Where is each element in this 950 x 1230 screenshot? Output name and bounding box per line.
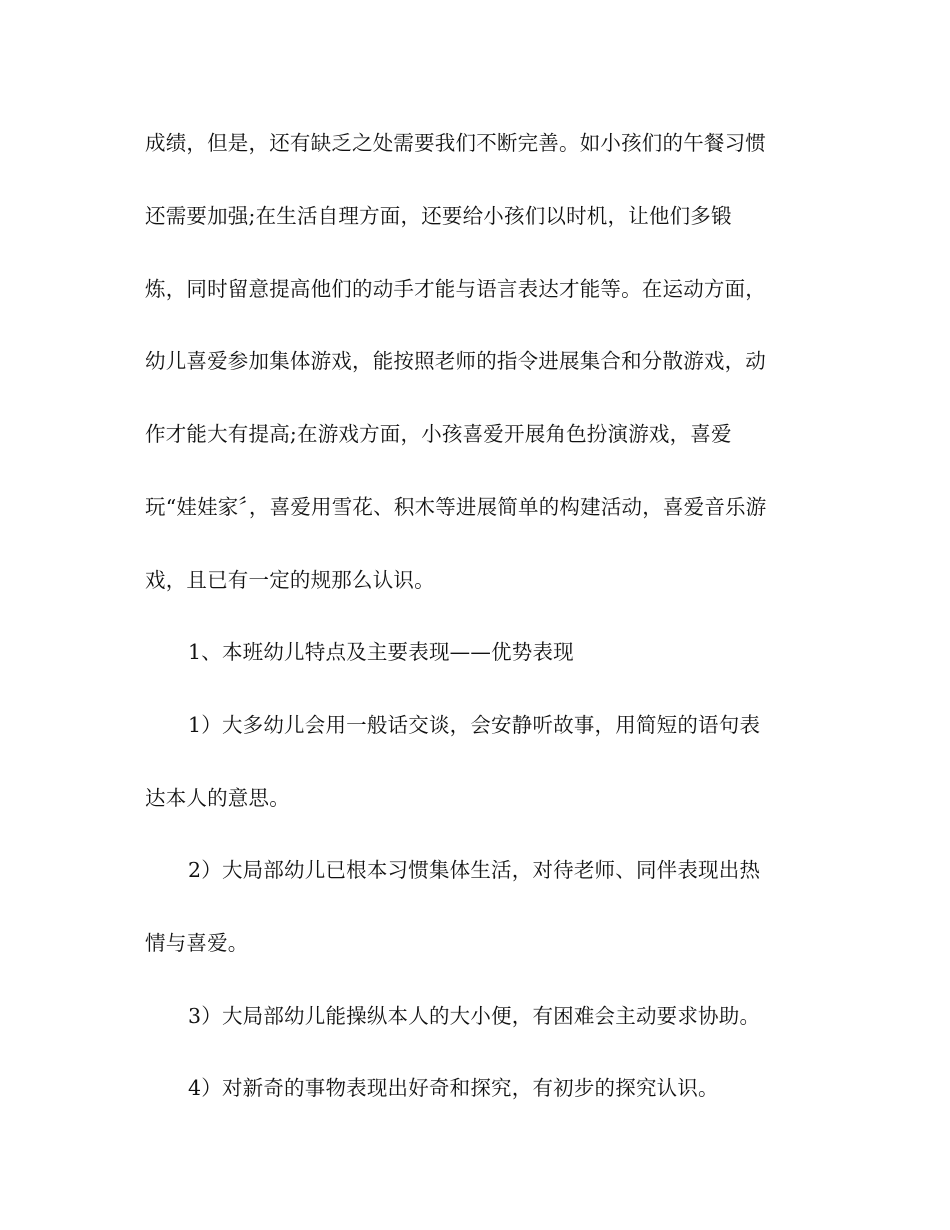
list-item: 4）对新奇的事物表现出好奇和探究，有初步的探究认识。 xyxy=(188,1076,719,1100)
list-item: 3）大局部幼儿能操纵本人的大小便，有困难会主动要求协助。 xyxy=(188,1004,761,1028)
list-item-continuation: 达本人的意思。 xyxy=(145,786,290,810)
list-item: 2）大局部幼儿已根本习惯集体生活，对待老师、同伴表现出热 xyxy=(188,858,761,882)
list-item: 1）大多幼儿会用一般话交谈，会安静听故事，用简短的语句表 xyxy=(188,713,761,737)
paragraph-line: 戏，且已有一定的规那么认识。 xyxy=(145,568,435,592)
section-heading: 1、本班幼儿特点及主要表现——优势表现 xyxy=(188,640,574,664)
paragraph-line: 炼，同时留意提高他们的动手才能与语言表达才能等。在运动方面， xyxy=(145,277,766,301)
paragraph-line: 作才能大有提高;在游戏方面，小孩喜爱开展角色扮演游戏，喜爱 xyxy=(145,422,732,446)
paragraph-line: 成绩，但是，还有缺乏之处需要我们不断完善。如小孩们的午餐习惯 xyxy=(145,131,766,155)
paragraph-line: 还需要加强;在生活自理方面，还要给小孩们以时机，让他们多锻 xyxy=(145,204,732,228)
paragraph-line: 玩“娃娃家〞，喜爱用雪花、积木等进展简单的构建活动，喜爱音乐游 xyxy=(145,495,767,519)
paragraph-line: 幼儿喜爱参加集体游戏，能按照老师的指令进展集合和分散游戏，动 xyxy=(145,349,766,373)
list-item-continuation: 情与喜爱。 xyxy=(145,931,249,955)
